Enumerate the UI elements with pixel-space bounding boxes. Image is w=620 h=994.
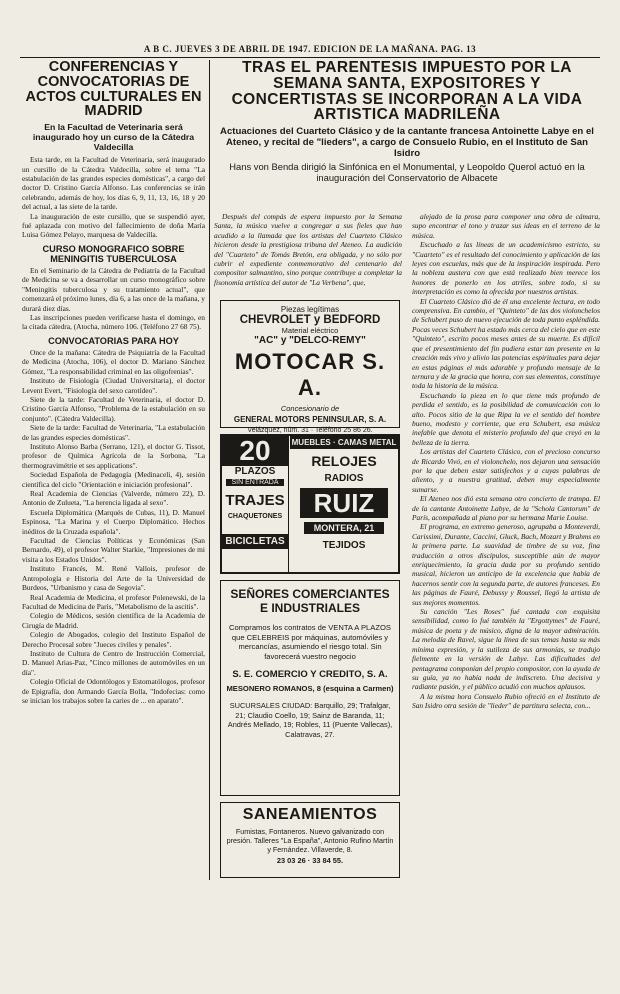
ad-line: SUCURSALES CIUDAD: Barquillo, 29; Trafalgar, 21; Claudio Coello, 19; Sainz de Baranda, 11; Andrés Mellado, 19; Robles, 11 (Puente Vallecas), Calatravas, 27.: [227, 701, 393, 739]
article-column: [412, 212, 600, 994]
section-heading: CONVOCATORIAS PARA HOY: [48, 335, 179, 346]
left-paragraph: Siete de la tarde: Facultad de Veterinaria, el doctor D. Cristino García Alfonso, "Problema de la estabulación en su conjunto". (Cátedra Valdecilla).: [22, 394, 205, 423]
article-paragraph: El programa, en extremo generoso, agrupaba a Monteverdi, Carissimi, Durante, Caccini, Gluck, Bach, Mozart y Brahms en la primera parte. La suavidad de timbre de su voz, fina traducción a otros discípulos, susceptible aún de mayor enriquecimiento, la gracia dada por su profundo sentido musical, hicieron un anticipo de la excelencia que había de hacernos sentir con la segunda parte, de autores franceses. En las páginas de Fauré, Debussy y Roussel, llegó la artista de sus mejores momentos.: [412, 522, 600, 607]
left-column: [22, 60, 210, 880]
header-rule: [20, 57, 600, 58]
ad-line: Velázquez, núm. 31 · Teléfono 25 86 26.: [247, 427, 373, 434]
left-paragraph: Las inscripciones pueden verificarse hasta el domingo, en la citada cátedra, (Atocha, número 106. (Teléfono 27 68 75).: [22, 313, 205, 332]
left-paragraph: Instituto de Fisiología (Ciudad Universitaria), el doctor Levent Evert, "Fisiología del sexo carotídeo".: [22, 376, 205, 395]
main-deck: Hans von Benda dirigió la Sinfónica en el Monumental, y Leopoldo Querol actuó en la inauguración del Conservatorio de Albacete: [229, 161, 585, 184]
ad-brand: RUIZ: [300, 488, 388, 518]
section-heading: CURSO MONOGRAFICO SOBRE MENINGITIS TUBERCULOSA: [42, 243, 185, 264]
ad-line: SEÑORES COMERCIANTES E INDUSTRIALES: [230, 587, 390, 615]
left-paragraph: Siete de la tarde: Facultad de Veterinaria, "La estabulación de las grandes especies domésticas".: [22, 423, 205, 442]
ad-line: S. E. COMERCIO Y CREDITO, S. A.: [232, 669, 388, 681]
left-headline: CONFERENCIAS Y CONVOCATORIAS DE ACTOS CULTURALES EN MADRID: [25, 59, 202, 120]
article-paragraph: A la misma hora Consuelo Rubio ofreció en el Instituto de San Isidro otra sesión de "lieder" de partitura selecta, con...: [412, 691, 600, 711]
ad-line: TRAJES: [225, 492, 285, 509]
ad-line: BICICLETAS: [222, 534, 288, 549]
ad-line: MONTERA, 21: [304, 522, 384, 534]
article-paragraph: Su canción "Les Roses" fué cantada con exquisita sensibilidad, como lo fué también la "Ergottymes" de Fauré, música de poeta y de músico, digna de la mayor admiración. La melodía de Ravel, sigue la línea de sus temas hasta su más mínima expresión, y la sutileza de sus armonías, se tradujo fielmente en la versión de Labye. Las dificultades del pentagrama componían del propio compositor, con la ayuda de su guía, ya no había nada de indiscreto. Una decisiva y radiante pasión, y el público acudió con muchos aplausos.: [412, 607, 600, 692]
ad-line: RELOJES: [311, 453, 377, 469]
left-subheadline: En la Facultad de Veterinaria será inaugurado hoy un curso de la Cátedra Valdecilla: [32, 122, 195, 153]
left-paragraph: Once de la mañana: Cátedra de Psiquiatría de la Facultad de Medicina (Atocha, 106), el doctor D. Mariano Sánchez Gómez, "La responsabilidad criminal en las oligofrenias".: [22, 347, 205, 376]
ad-brand: SANEAMIENTOS: [242, 806, 378, 823]
right-section: [214, 60, 600, 880]
ad-line: Fumistas, Fontaneros. Nuevo galvanizado con presión. Talleres "La España", Antonio Rufino Martín y Fernández. Villaverde, 8.: [226, 827, 394, 854]
ad-line: 20: [222, 436, 288, 466]
left-paragraph: Sociedad Española de Pedagogía (Medinaceli, 4), sesión científica del ciclo "Orientación e iniciación profesional".: [22, 470, 205, 489]
ad-line: CHEVROLET y BEDFORD: [239, 314, 381, 326]
ad-line: Piezas legítimas: [280, 305, 340, 314]
article-paragraph: Los artistas del Cuarteto Clásico, con el precioso concurso de Ricardo Vivó, en el violonchelo, nos dejaron una sensación por la que deben estar satisfechos y a cuyas palabras de aliento, y a nuestra gratitud, deben muy especialmente sumarse.: [412, 447, 600, 494]
left-paragraph: La inauguración de este cursillo, que se suspendió ayer, fué aplazada con motivo del fallecimiento de doña María Luisa Gómez Pelayo, marquesa de Valdecilla.: [22, 211, 205, 240]
left-paragraph: Real Academia de Ciencias (Valverde, número 22), D. Antonio de Zulueta, "La herencia ligada al sexo".: [22, 489, 205, 508]
page-header: A B C. JUEVES 3 DE ABRIL DE 1947. EDICION DE LA MAÑANA. PAG. 13: [143, 44, 477, 54]
left-paragraph: Instituto de Cultura de Centro de Instrucción Comercial, D. Manuel Arias-Paz, "Cinco millones de automóviles en un día".: [22, 648, 205, 677]
ad-line: MESONERO ROMANOS, 8 (esquina a Carmen): [226, 684, 394, 694]
ad-saneamientos: [220, 802, 400, 878]
left-paragraph: Colegio de Médicos, sesión científica de la Academia de Cirugía de Madrid.: [22, 611, 205, 630]
ad-brand: MOTOCAR S. A.: [234, 349, 386, 400]
ad-ruiz-right-panel: [290, 436, 398, 572]
ad-line: CHAQUETONES: [227, 513, 283, 520]
lead-paragraph: alejado de la prosa para componer una obra de cámara, supo encontrar el tono y trazar sus ideas en el terreno de la música.: [412, 212, 600, 240]
left-paragraph: Esta tarde, en la Facultad de Veterinaria, será inaugurado un cursillo de la Cátedra Valdecilla, sobre el tema "La estabulación de las grandes especies domésticas", a cargo del doctor D. Cristino García Alfonso. Las conferencias se irán celebrando, además de hoy, los días 6, 9, 11, 13, 16, 18 y 20 del actual, a las siete de la tarde.: [22, 155, 205, 212]
ad-line: "AC" y "DELCO-REMY": [254, 335, 366, 346]
left-paragraph: Instituto Alonso Barba (Serrano, 121), el doctor G. Tissot, profesor de Química Agrícola de la Sorbona, "La thermogravimétrie et ses applications".: [22, 442, 205, 470]
lead-paragraph: Después del compás de espera impuesto por la Semana Santa, la música vuelve a congregar a sus fieles que han acudido a la llamada que los artistas del Cuarteto Clásico hicieron desde la prestigiosa tribuna del Ateneo. La audición del "Cuarteto" de Tomás Bretón, era obligada, y no sólo por cubrir el expediente conmemorativo del centenario del compositor salmantino, sino porque contribuye a completar la fisonomía artística del autor de "La Verbena", que,: [214, 212, 402, 287]
ad-line: Concesionario de: [280, 404, 340, 413]
main-headline: TRAS EL PARENTESIS IMPUESTO POR LA SEMANA SANTA, EXPOSITORES Y CONCERTISTAS SE INCORPORAN A LA VIDA ARTISTICA MADRILEÑA: [231, 59, 583, 124]
left-paragraph: Colegio Oficial de Odontólogos y Estomatólogos, profesor de Epigrafía, don Armando García Bolla, "Indofecias: como se inician los trabajos sobre la caries de ... en aparato".: [22, 677, 205, 705]
ad-line: MUEBLES · CAMAS METAL: [291, 438, 397, 447]
ad-line: PLAZOS: [234, 466, 276, 477]
left-paragraph: En el Seminario de la Cátedra de Pediatría de la Facultad de Medicina se va a desarrollar un curso monográfico sobre "Meningitis tuberculosa y su tratamiento actual", que comenzará el próximo lunes, día 6, a las once de la mañana, y durará diez días.: [22, 266, 205, 313]
left-paragraph: Real Academia de Medicina, el profesor Polenewski, de la Facultad de Medicina de París, "Metabolismo de la ascitis".: [22, 592, 205, 611]
ad-ruiz: [220, 434, 400, 574]
article-paragraph: El Cuarteto Clásico dió de él una excelente lectura, en todo comprensiva. En cambio, el "Quinteto" de las dos violonchelos de Schubert puso de nuevo ejecución de toda punto espléndida. Pocas veces Schubert ha estado más cerca del cielo que en este "Quinteto", escrito pocos meses antes de su muerte. Es difícil que el presentimiento del fin pudiera estar tan presente en la creación más vivo y alivio las potencias espirituales para dejar en estas páginas el más adorable y profundo mensaje de la ternura y de la gracia que honra, con sus elementos, constituye toda la historia de la música.: [412, 296, 600, 391]
ad-line: GENERAL MOTORS PENINSULAR, S. A.: [233, 415, 387, 424]
ad-line: Material eléctrico: [281, 326, 339, 335]
ad-line: 23 03 26 · 33 84 55.: [276, 856, 344, 865]
article-paragraph: El Ateneo nos dió esta semana otro concierto de trampa. El de la cantante Antoinette Labye, de la "Schola Cantorum" de París, acompañada al piano por su hermana Marie Louise.: [412, 494, 600, 522]
left-paragraph: Colegio de Abogados, colegio del Instituto Español de Derecho Procesal sobre "Jueces civiles y penales".: [22, 630, 205, 649]
ad-motocar: [220, 300, 400, 434]
ad-line: TEJIDOS: [322, 540, 366, 551]
ad-ruiz-left-panel: [222, 436, 289, 572]
ad-line: SIN ENTRADA: [226, 479, 284, 486]
left-paragraph: Facultad de Ciencias Políticas y Económicas (San Bernardo, 49), el profesor Walter Starkie, "Impresiones de mi visita a los Estados Unidos".: [22, 536, 205, 564]
ad-line: RADIOS: [324, 473, 364, 484]
ad-comercio-credito: [220, 580, 400, 796]
main-subheadline: Actuaciones del Cuarteto Clásico y de la cantante francesa Antoinette Labye en el Ateneo, y recital de "lieders", a cargo de Consuelo Rubio, en el Instituto de San Isidro: [220, 126, 594, 160]
left-paragraph: Instituto Francés, M. René Vallois, profesor de Antropología e Historia del Arte de la Universidad de Burdeos, "Urbanismo y casa de Segovia".: [22, 564, 205, 593]
article-paragraph: Escuchando la pieza en lo que tiene más profundo de perdida el sentido, es la posibilidad de comunicación con lo alto. Pocos sitio de la que Ripa la ve el sentido del hombre bueno, modesto y corriente, que era Schubert, esa música inefable que denota el misterio profundo del que creyó en la belleza de la tierra.: [412, 390, 600, 447]
article-paragraph: Escuchado a las líneas de un academicismo estricto, su "Cuarteto" es el resultado del conocimiento y aplicación de las leyes con escuelas, más que de la inspiración inspirada. Pero la nobleza austera con que está realizado bien merece los honores de ponerlo en los atriles, sobre todo, si su interpretación es como la ofrecida por nuestros artistas.: [412, 240, 600, 297]
lead-left-column: [214, 212, 402, 294]
left-paragraph: Escuela Diplomática (Marqués de Cubas, 11), D. Manuel Espinosa, "La Marina y el Cuerpo Diplomático. Hechos inéditos de la Cruzada española".: [22, 507, 205, 536]
ad-line: Compramos los contratos de VENTA A PLAZOS que CELEBREIS por máquinas, automóviles y mercancías, asumiendo el riesgo total. Sin favorecerá vuestro negocio: [229, 623, 391, 661]
